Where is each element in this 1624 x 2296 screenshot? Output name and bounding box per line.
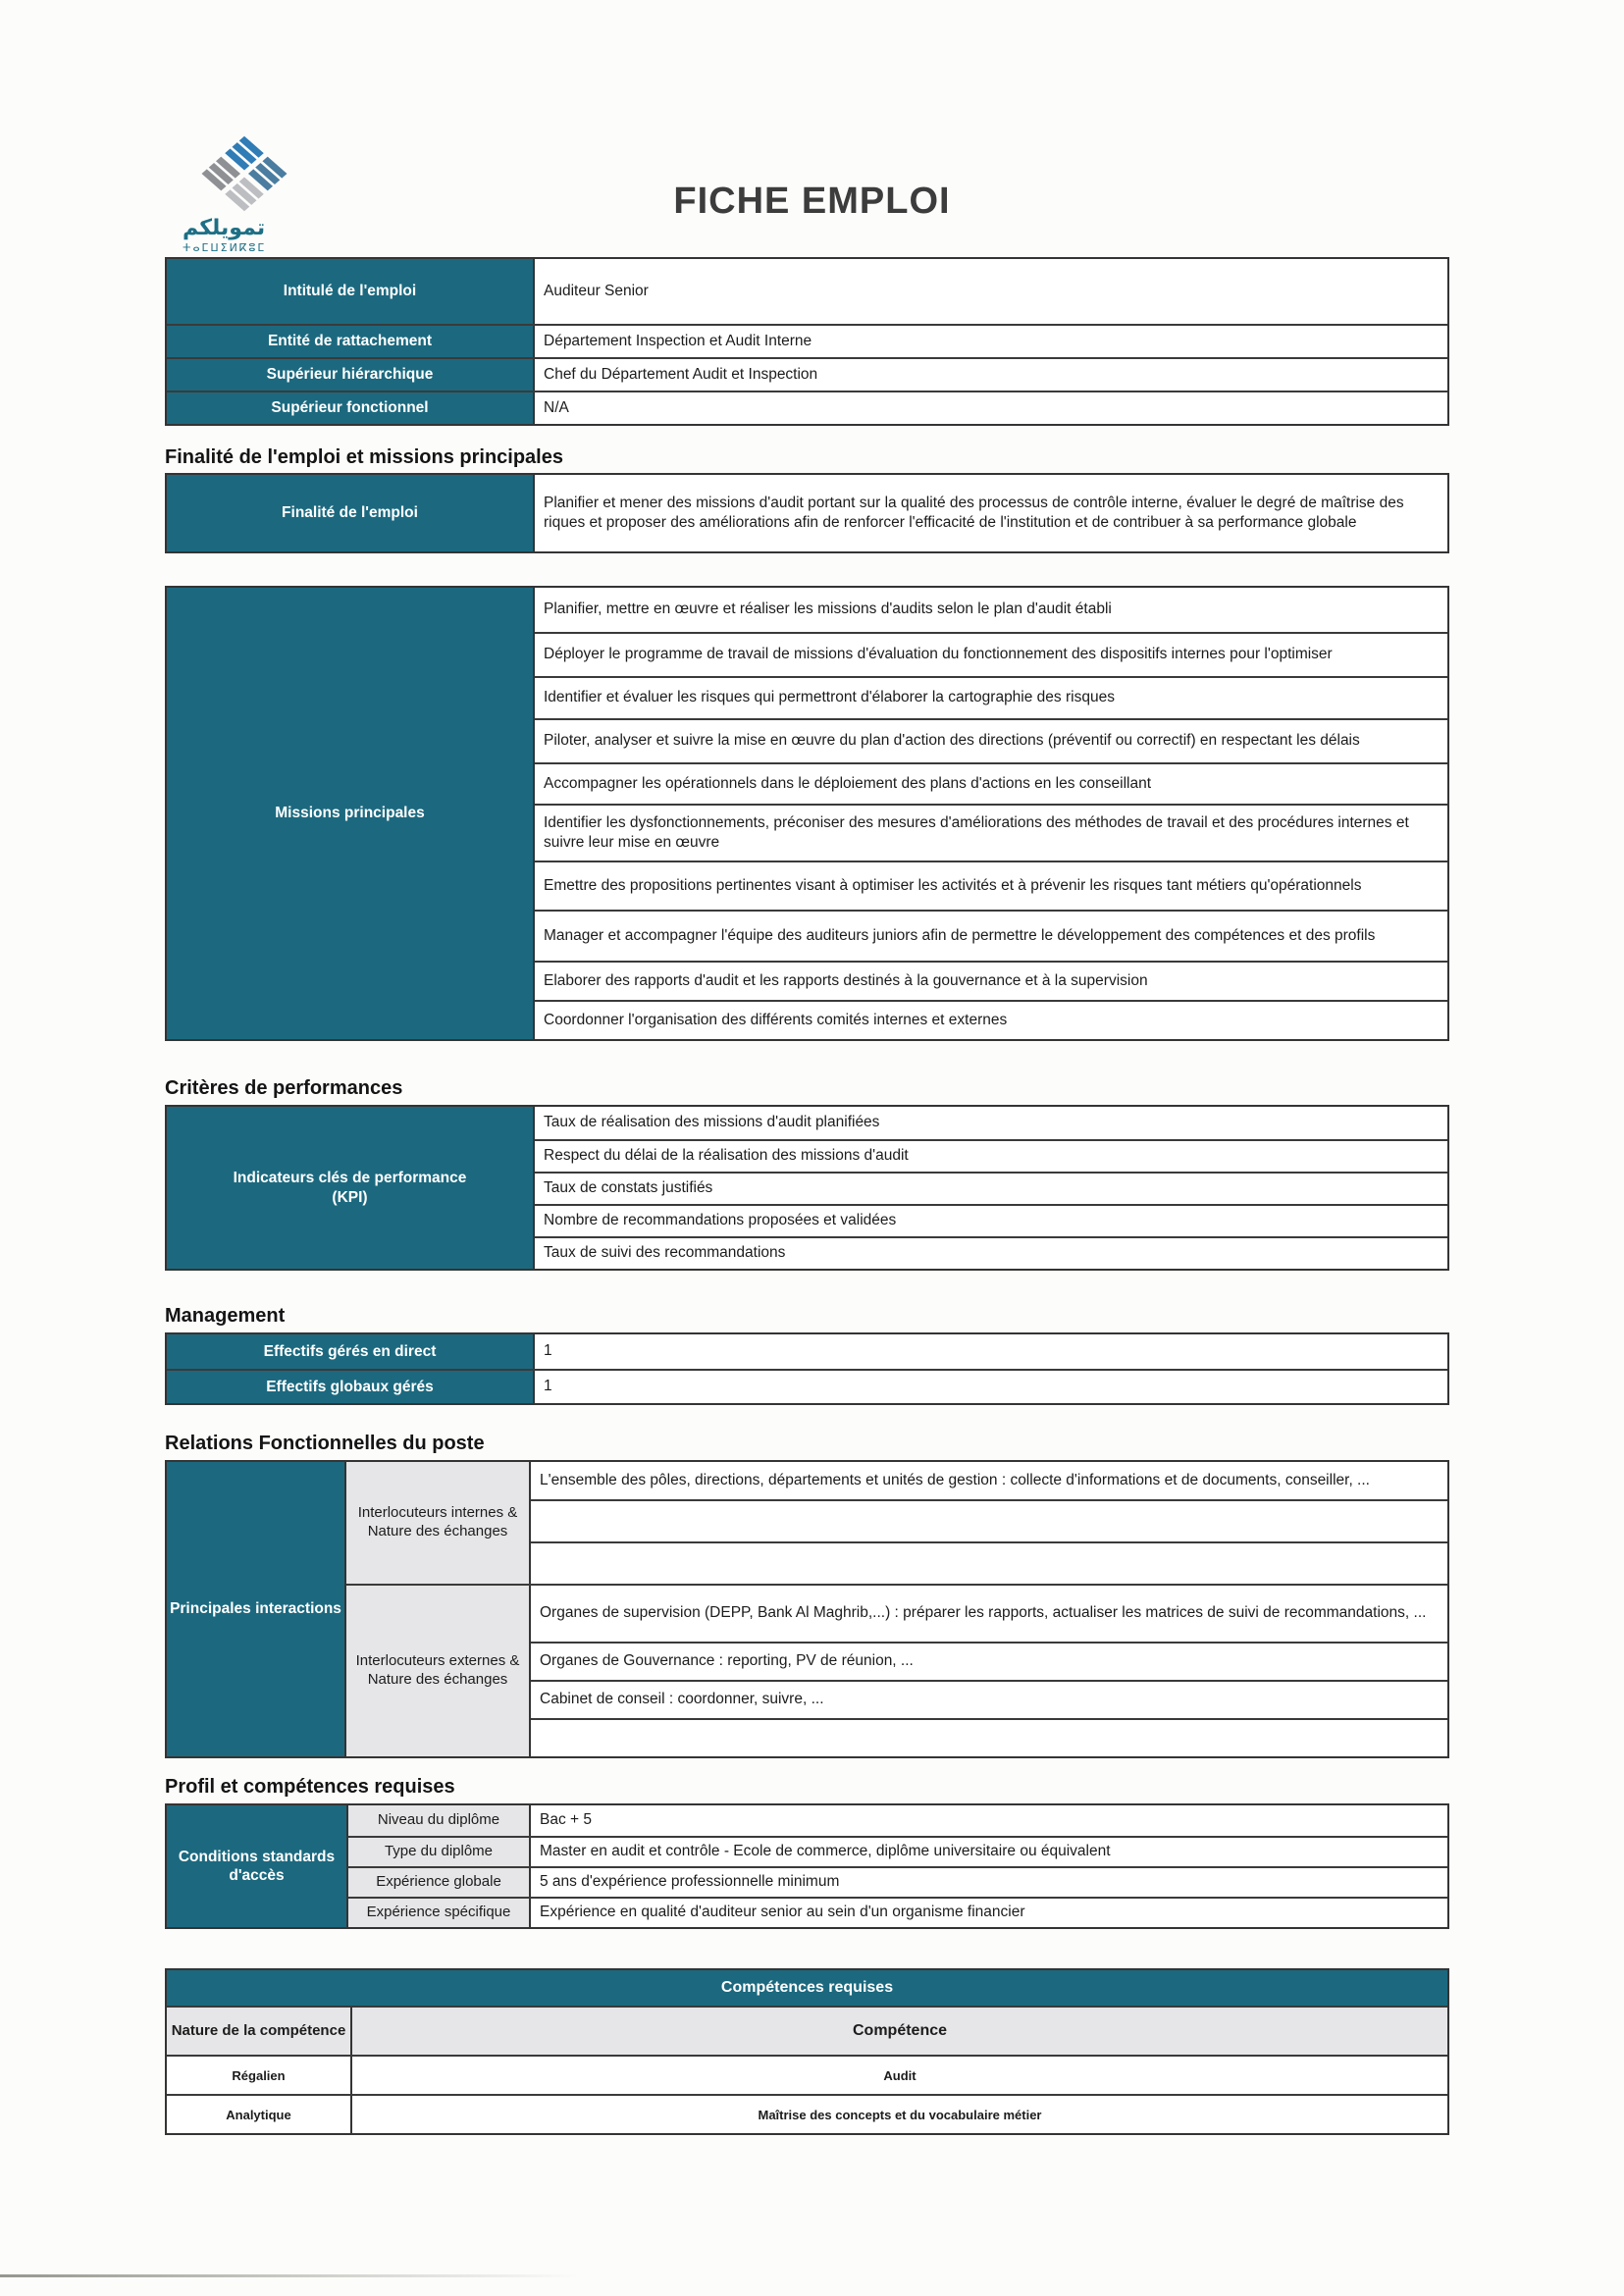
table-row xyxy=(167,2055,1447,2094)
kpi-item: Taux de suivi des recommandations xyxy=(535,1236,1447,1269)
competences-subheader xyxy=(167,2006,1447,2055)
kpi-item: Taux de réalisation des missions d'audit planifiées xyxy=(544,1114,880,1131)
table-row xyxy=(167,324,1447,357)
table-row xyxy=(348,1836,1447,1866)
table-row xyxy=(348,1866,1447,1897)
row-label: Finalité de l'emploi xyxy=(167,475,535,551)
row-value: N/A xyxy=(535,392,1447,424)
competence-value: Audit xyxy=(883,2067,917,2083)
section-title-relations: Relations Fonctionnelles du poste xyxy=(165,1433,485,1454)
section-title-profil: Profil et compétences requises xyxy=(165,1776,455,1798)
mission-item: Planifier, mettre en œuvre et réaliser les missions d'audits selon le plan d'audit établi xyxy=(544,600,1112,618)
relations-group-externes xyxy=(346,1584,1447,1756)
row-label: Type du diplôme xyxy=(348,1838,531,1866)
group-label: Interlocuteurs internes & Nature des échanges xyxy=(346,1462,531,1584)
finalite-rows xyxy=(535,475,1447,551)
row-label: Intitulé de l'emploi xyxy=(167,259,535,324)
relation-item-empty xyxy=(531,1541,1447,1584)
table-row xyxy=(167,391,1447,424)
finalite-text: Planifier et mener des missions d'audit portant sur la qualité des processus de contrôle interne, évaluer le degré de maîtrise des riques et proposer des améliorations afin de renforcer l'efficacité de l'institution et de contribuer à sa performance globale xyxy=(544,494,1404,531)
competences-header: Compétences requises xyxy=(167,1970,1447,2006)
row-value: Auditeur Senior xyxy=(535,259,1447,324)
table-row xyxy=(167,1334,1447,1369)
mission-item: Coordonner l'organisation des différents comités internes et externes xyxy=(535,1000,1447,1039)
group-rows xyxy=(531,1586,1447,1756)
competence-value: Maîtrise des concepts et du vocabulaire métier xyxy=(758,2107,1042,2122)
relations-group-internes xyxy=(346,1462,1447,1584)
table-row xyxy=(167,2094,1447,2133)
row-value: Expérience en qualité d'auditeur senior au sein d'un organisme financier xyxy=(531,1899,1447,1927)
competence-nature: Analytique xyxy=(167,2096,352,2133)
profil-rows xyxy=(348,1805,1447,1927)
kpi-item: Taux de constats justifiés xyxy=(535,1172,1447,1204)
relation-item-empty xyxy=(531,1718,1447,1756)
management-table xyxy=(165,1332,1449,1405)
row-value: 1 xyxy=(535,1334,1447,1369)
page-title: FICHE EMPLOI xyxy=(673,181,951,222)
logo-arabic-text: تمويلكم xyxy=(183,216,266,240)
relation-item-empty xyxy=(531,1499,1447,1541)
table-row xyxy=(348,1805,1447,1836)
finalite-table xyxy=(165,473,1449,553)
mission-item: Manager et accompagner l'équipe des auditeurs juniors afin de permettre le développement des compétences et des profils xyxy=(535,910,1447,961)
mission-item: Piloter, analyser et suivre la mise en œuvre du plan d'action des directions (préventif ou correctif) en respectant les délais xyxy=(535,718,1447,762)
mission-item: Déployer le programme de travail de missions d'évaluation du fonctionnement des dispositifs internes pour l'optimiser xyxy=(535,632,1447,676)
row-value: Master en audit et contrôle - Ecole de commerce, diplôme universitaire ou équivalent xyxy=(531,1838,1447,1866)
kpi-table xyxy=(165,1105,1449,1271)
row-label: Supérieur fonctionnel xyxy=(167,392,535,424)
mission-item: Elaborer des rapports d'audit et les rapports destinés à la gouvernance et à la supervision xyxy=(535,961,1447,1000)
row-label: Niveau du diplôme xyxy=(348,1805,531,1836)
kpi-item: Respect du délai de la réalisation des missions d'audit xyxy=(535,1139,1447,1172)
kpi-label-line2: (KPI) xyxy=(332,1188,368,1206)
mission-item: Emettre des propositions pertinentes visant à optimiser les activités et à prévenir les risques tant métiers qu'opérationnels xyxy=(535,861,1447,910)
column-header-competence: Compétence xyxy=(352,2008,1447,2055)
kpi-label-line1: Indicateurs clés de performance xyxy=(233,1170,467,1187)
mission-item: Identifier les dysfonctionnements, préconiser des mesures d'améliorations des méthodes de travail et des procédures internes et suivre leur mise en œuvre xyxy=(535,804,1447,861)
relations-table xyxy=(165,1460,1449,1758)
row-value: Département Inspection et Audit Interne xyxy=(535,326,1447,357)
identity-table xyxy=(165,257,1449,426)
section-title-management: Management xyxy=(165,1305,286,1327)
table-row xyxy=(167,259,1447,324)
section-title-criteres: Critères de performances xyxy=(165,1077,403,1099)
row-value: Bac + 5 xyxy=(531,1805,1447,1836)
row-value: 5 ans d'expérience professionnelle minimum xyxy=(531,1868,1447,1897)
section-title-finalite: Finalité de l'emploi et missions principales xyxy=(165,446,563,468)
row-label: Supérieur hiérarchique xyxy=(167,359,535,391)
profil-table xyxy=(165,1803,1449,1929)
missions-rows xyxy=(535,588,1447,1039)
scan-artifact-line xyxy=(0,2274,579,2277)
relation-item: L'ensemble des pôles, directions, départements et unités de gestion : collecte d'informations et de documents, conseiller, ... xyxy=(540,1471,1370,1488)
competence-nature: Régalien xyxy=(167,2057,352,2094)
profil-main-label: Conditions standards d'accès xyxy=(167,1805,348,1927)
row-label: Effectifs gérés en direct xyxy=(167,1334,535,1369)
missions-table xyxy=(165,586,1449,1041)
mission-item: Accompagner les opérationnels dans le déploiement des plans d'actions en les conseillant xyxy=(535,762,1447,804)
row-value: 1 xyxy=(535,1371,1447,1403)
row-value: Chef du Département Audit et Inspection xyxy=(535,359,1447,391)
column-header-nature: Nature de la compétence xyxy=(167,2008,352,2055)
relation-item: Cabinet de conseil : coordonner, suivre, ... xyxy=(531,1680,1447,1718)
relations-main-label: Principales interactions xyxy=(167,1462,346,1756)
logo-tifinagh-text: ⵜⴰⵎⵡⵉⵍⴽⵓⵎ xyxy=(183,241,267,254)
group-rows xyxy=(531,1462,1447,1584)
row-label: Effectifs globaux gérés xyxy=(167,1371,535,1403)
row-label: Expérience globale xyxy=(348,1868,531,1897)
row-label: Entité de rattachement xyxy=(167,326,535,357)
missions-label: Missions principales xyxy=(167,588,535,1039)
row-label: Expérience spécifique xyxy=(348,1899,531,1927)
table-row xyxy=(167,1369,1447,1403)
relations-groups xyxy=(346,1462,1447,1756)
mission-item: Identifier et évaluer les risques qui permettront d'élaborer la cartographie des risques xyxy=(535,676,1447,718)
table-row xyxy=(348,1897,1447,1927)
table-row xyxy=(167,357,1447,391)
kpi-item: Nombre de recommandations proposées et validées xyxy=(535,1204,1447,1236)
kpi-label xyxy=(167,1107,535,1269)
competences-table xyxy=(165,1968,1449,2135)
relation-item: Organes de supervision (DEPP, Bank Al Maghrib,...) : préparer les rapports, actualiser les matrices de suivi de recommandations, ... xyxy=(540,1604,1427,1622)
group-label: Interlocuteurs externes & Nature des échanges xyxy=(346,1586,531,1756)
relation-item: Organes de Gouvernance : reporting, PV de réunion, ... xyxy=(531,1642,1447,1680)
kpi-rows xyxy=(535,1107,1447,1269)
